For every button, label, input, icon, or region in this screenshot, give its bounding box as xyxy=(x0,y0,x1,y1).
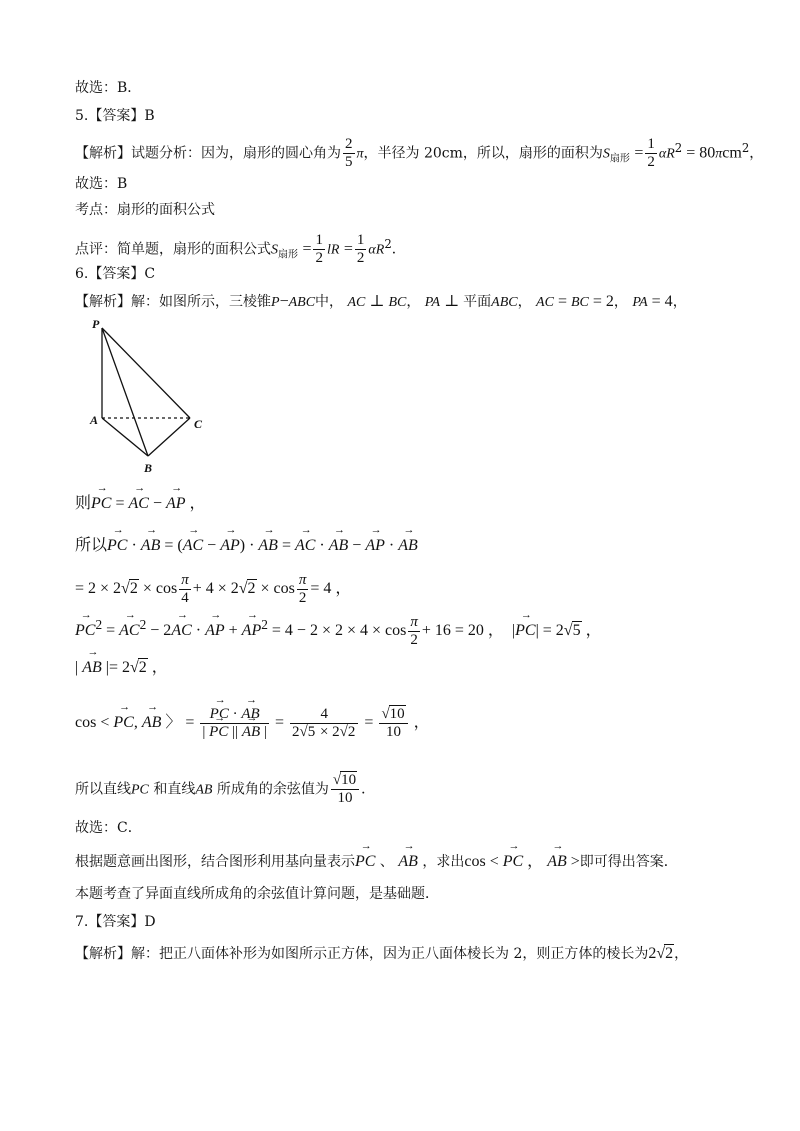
q6-analysis: 【解析】解：如图所示，三棱锥P−ABC中， AC ⊥ BC， PA ⊥ 平面ABC， AC = BC = 2， PA = 4， xyxy=(75,293,687,310)
label-C: C xyxy=(194,417,203,431)
label-P: P xyxy=(92,317,100,331)
math-line: 所以→ PC · → AB = (→ AC − → AP) · → AB = → AC · → AB − → AP · → AB xyxy=(75,536,418,556)
q5-analysis: 【解析】试题分析：因为，扇形的圆心角为 $\frac{2}{5}$ π，半径为 20cm，所以，扇形的面积为$S_{扇形}$ = $\frac{1}{2}$ $\alpha R^2 = 80\pi cm^2$， xyxy=(75,136,764,170)
math-line: | → AB |= 2√2 ， xyxy=(75,658,168,678)
edge-PC xyxy=(102,328,190,418)
math-line: cos < → PC, → AB 〉 = → $\frac{PC \cdot \to AB}{| \to PC || \to AB |}$ = $\frac{4}{2√5 \times 2√2}$ = $\frac{√10}{10}$ ， xyxy=(75,706,430,741)
q7-analysis: 【解析】解：把正八面体补形为如图所示正方体，因为正八面体棱长为 2，则正方体的棱长为2√2， xyxy=(75,945,689,962)
math-line: → $PC^2$ = → $AC^2 - 2\to$ AC · → AP + → $AP^2 = 4 - 2 \times 2 \times 4 \times \cos$ $\frac{\pi}{2}$ + 16 = 20 ， |→ PC| = 2√5 ， xyxy=(75,614,602,649)
q5-answer: 5.【答案】B xyxy=(75,108,155,124)
label-A: A xyxy=(90,413,99,427)
q5-comment: 点评：简单题，扇形的面积公式$S_{扇形}$ = $\frac{1}{2}$ lR = $\frac{1}{2}$ $\alpha R^2$． xyxy=(75,232,406,266)
math-line: = 2 × 2√2 × cos $\frac{\pi}{4}$ + 4 × 2√2 × cos $\frac{\pi}{2}$ = 4 ， xyxy=(75,572,352,606)
pyramid-figure xyxy=(78,316,218,476)
label-B: B xyxy=(144,461,153,475)
math-line: 则→ PC = → AC − → AP ， xyxy=(75,494,206,514)
q7-answer: 7.【答案】D xyxy=(75,914,156,930)
q6-answer: 6.【答案】C xyxy=(75,266,156,282)
q5-point: 考点：扇形的面积公式 xyxy=(75,202,215,218)
q5-choose: 故选：B xyxy=(75,176,128,192)
q6-conclusion: 所以直线PC 和直线AB 所成角的余弦值为 $\frac{√10}{10}$ ． xyxy=(75,772,376,806)
q6-final: 本题考查了异面直线所成角的余弦值计算问题，是基础题． xyxy=(75,886,439,902)
edge-BC xyxy=(148,418,190,456)
q6-remark: 根据题意画出图形，结合图形利用基向量表示→ PC 、 → AB ，求出cos < → PC ， → AB >即可得出答案． xyxy=(75,852,678,872)
text-line: 故选：B． xyxy=(75,80,142,96)
q6-choose: 故选：C． xyxy=(75,820,142,836)
